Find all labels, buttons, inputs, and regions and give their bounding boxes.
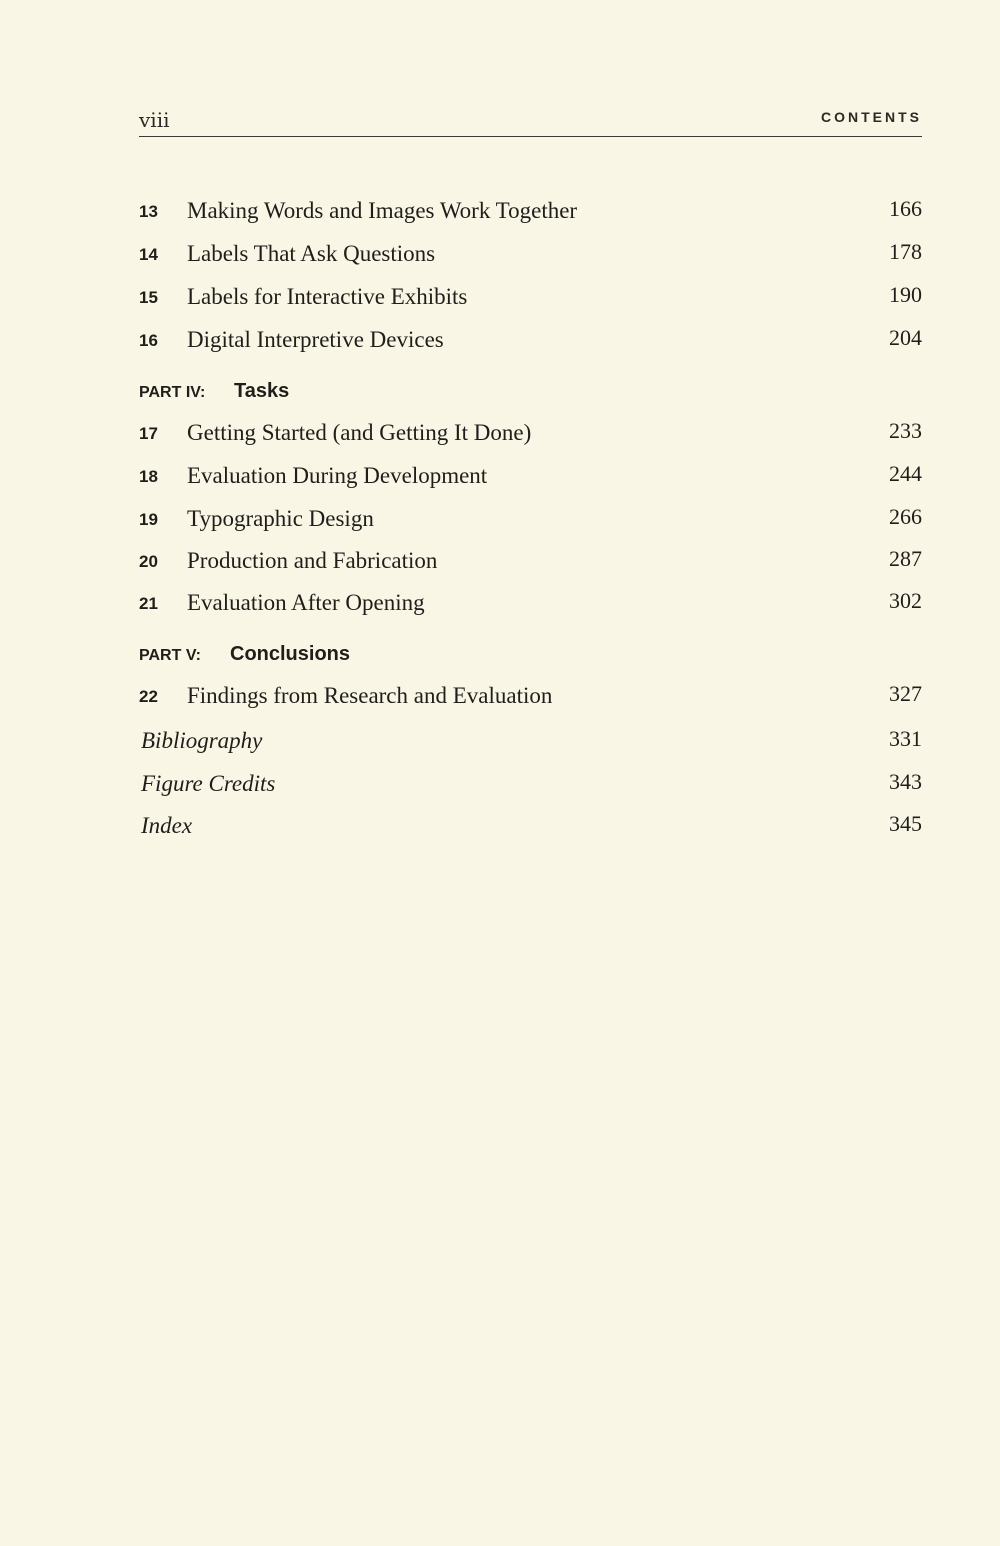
- page-ref: 266: [889, 504, 922, 529]
- part-title: Tasks: [234, 380, 290, 402]
- page-ref: 343: [889, 769, 922, 794]
- chapter-title: Production and Fabrication: [187, 548, 438, 573]
- chapter-title: Digital Interpretive Devices: [187, 327, 444, 352]
- chapter-number: 15: [139, 288, 158, 307]
- page-ref: 345: [889, 811, 922, 836]
- toc-entry-back-matter: [139, 805, 922, 845]
- page-number: viii: [139, 108, 170, 132]
- chapter-number: 22: [139, 687, 158, 706]
- page-ref: 302: [889, 588, 922, 613]
- back-matter-title: Bibliography: [141, 728, 263, 753]
- toc-entry: [139, 190, 922, 230]
- chapter-number: 18: [139, 467, 158, 486]
- page-ref: 166: [889, 196, 922, 221]
- page-ref: 331: [889, 726, 922, 751]
- back-matter-title: Index: [141, 813, 193, 838]
- chapter-title: Evaluation After Opening: [187, 590, 425, 615]
- chapter-number: 20: [139, 552, 158, 571]
- page-ref: 178: [889, 239, 922, 264]
- part-label: PART IV:: [139, 384, 206, 401]
- page-ref: 287: [889, 546, 922, 571]
- chapter-title: Findings from Research and Evaluation: [187, 683, 553, 708]
- chapter-title: Labels for Interactive Exhibits: [187, 284, 468, 309]
- page-ref: 190: [889, 282, 922, 307]
- chapter-number: 19: [139, 510, 158, 529]
- chapter-title: Labels That Ask Questions: [187, 241, 436, 266]
- running-head: CONTENTS: [821, 109, 922, 125]
- toc-entry: [139, 233, 922, 273]
- page-ref: 204: [889, 325, 922, 350]
- toc-entry-back-matter: [139, 763, 922, 803]
- toc-entry: [139, 582, 922, 622]
- chapter-title: Getting Started (and Getting It Done): [187, 420, 532, 445]
- chapter-number: 13: [139, 202, 158, 221]
- chapter-title: Evaluation During Development: [187, 463, 488, 488]
- chapter-title: Making Words and Images Work Together: [187, 198, 578, 223]
- toc-entry-back-matter: [139, 720, 922, 760]
- page-header: [139, 104, 922, 137]
- chapter-number: 21: [139, 594, 158, 613]
- part-title: Conclusions: [230, 643, 351, 665]
- toc-entry: [139, 540, 922, 580]
- toc-entry: [139, 412, 922, 452]
- toc-entry: [139, 455, 922, 495]
- toc-entry: [139, 319, 922, 359]
- page-ref: 327: [889, 681, 922, 706]
- back-matter-title: Figure Credits: [141, 771, 276, 796]
- page-ref: 244: [889, 461, 922, 486]
- chapter-number: 16: [139, 331, 158, 350]
- toc-entry: [139, 276, 922, 316]
- chapter-number: 14: [139, 245, 158, 264]
- chapter-title: Typographic Design: [187, 506, 374, 531]
- chapter-number: 17: [139, 424, 158, 443]
- part-heading-iv: [139, 376, 922, 412]
- part-heading-v: [139, 639, 922, 675]
- toc-entry: [139, 498, 922, 538]
- part-label: PART V:: [139, 647, 201, 664]
- page-ref: 233: [889, 418, 922, 443]
- toc-entry: [139, 675, 922, 715]
